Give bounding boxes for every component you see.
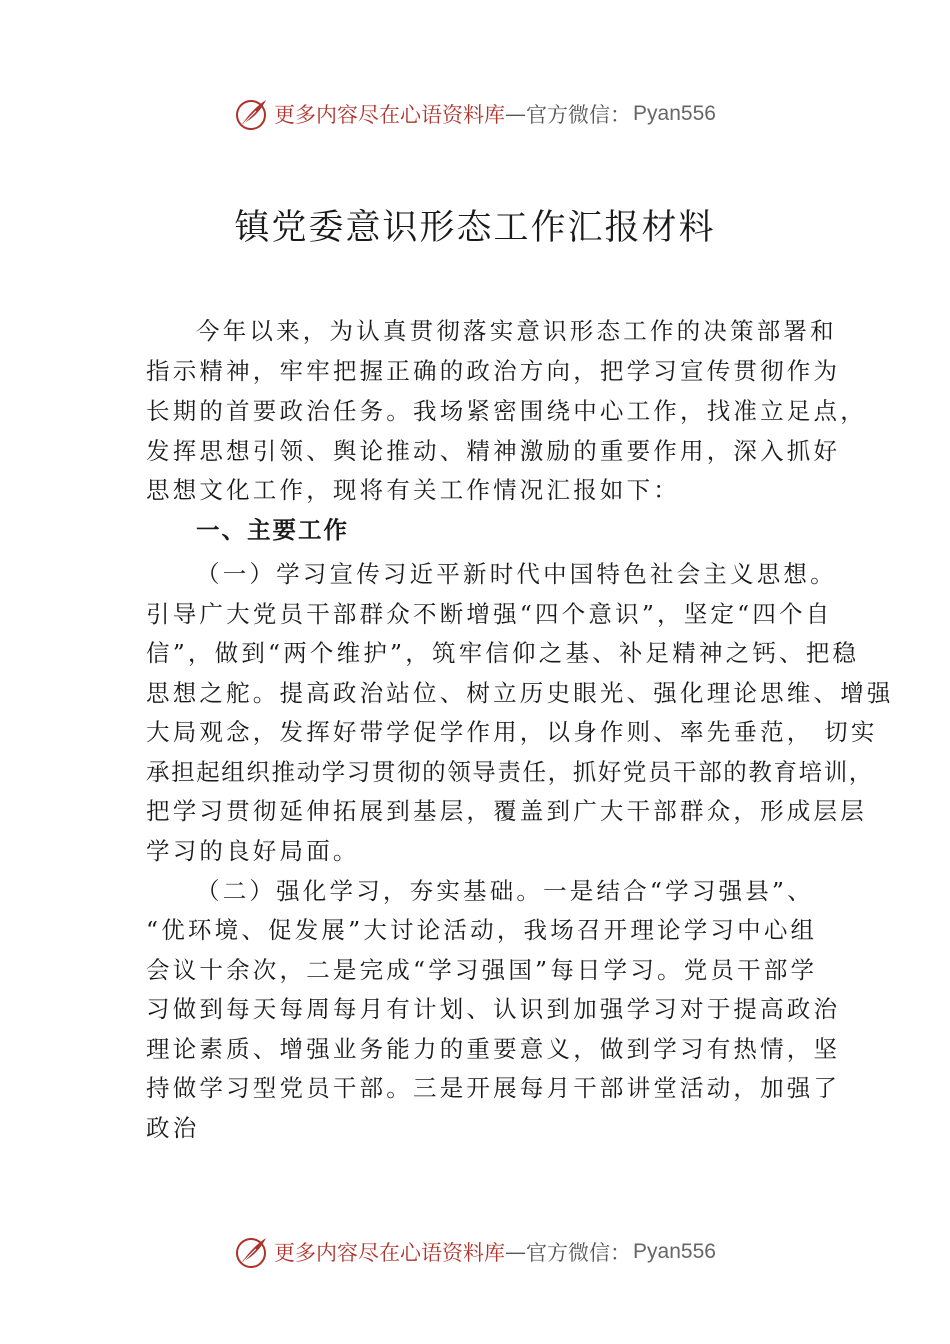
- body-line: 理论素质、增强业务能力的重要意义，做到学习有热情，坚: [146, 1035, 841, 1063]
- watermark-banner-top: [0, 94, 950, 134]
- watermark-site-text: 更多内容尽在心语资料库: [274, 1241, 506, 1265]
- body-line: 政治: [146, 1114, 200, 1142]
- body-line: 大局观念，发挥好带学促学作用，以身作则、率先垂范， 切实: [146, 718, 878, 746]
- body-line: 引导广大党员干部群众不断增强“四个意识”，坚定“四个自: [146, 600, 833, 628]
- body-line: （二）强化学习，夯实基础。一是结合“学习强县”、: [196, 877, 814, 905]
- section-heading: 一、主要工作: [196, 516, 349, 544]
- watermark-site-text: 更多内容尽在心语资料库: [274, 103, 506, 127]
- body-line: 学习的良好局面。: [146, 837, 360, 865]
- watermark-label: 官方微信：: [526, 103, 632, 127]
- body-line: 长期的首要政治任务。我场紧密围绕中心工作，找准立足点，: [146, 397, 867, 425]
- body-line: 承担起组织推动学习贯彻的领导责任，抓好党员干部的教育培训，: [146, 758, 874, 786]
- watermark-banner-bottom: [0, 1232, 950, 1272]
- body-line: 习做到每天每周每月有计划、认识到加强学习对于提高政治: [146, 995, 841, 1023]
- watermark-wechat-id: Pyan556: [633, 102, 716, 125]
- body-line: 信”，做到“两个维护”，筑牢信仰之基、补足精神之钙、把稳: [146, 639, 860, 667]
- body-line: “优环境、促发展”大讨论活动，我场召开理论学习中心组: [146, 916, 818, 944]
- body-line: （一）学习宣传习近平新时代中国特色社会主义思想。: [196, 560, 837, 588]
- body-line: 思想之舵。提高政治站位、树立历史眼光、强化理论思维、增强: [146, 679, 894, 707]
- watermark-wechat-id: Pyan556: [633, 1240, 716, 1263]
- body-line: 思想文化工作，现将有关工作情况汇报如下：: [146, 476, 680, 504]
- body-line: 指示精神，牢牢把握正确的政治方向，把学习宣传贯彻作为: [146, 357, 841, 385]
- body-line: 发挥思想引领、舆论推动、精神激励的重要作用，深入抓好: [146, 437, 841, 465]
- feather-logo-icon: [234, 96, 270, 132]
- body-line: 持做学习型党员干部。三是开展每月干部讲堂活动，加强了: [146, 1074, 841, 1102]
- watermark-dash: —: [505, 1240, 527, 1264]
- body-line: 今年以来，为认真贯彻落实意识形态工作的决策部署和: [196, 317, 837, 345]
- watermark-dash: —: [505, 102, 527, 126]
- body-line: 把学习贯彻延伸拓展到基层，覆盖到广大干部群众，形成层层: [146, 797, 867, 825]
- document-title: 镇党委意识形态工作汇报材料: [234, 208, 716, 248]
- body-line: 会议十余次，二是完成“学习强国”每日学习。党员干部学: [146, 956, 818, 984]
- feather-logo-icon: [234, 1234, 270, 1270]
- watermark-label: 官方微信：: [526, 1241, 632, 1265]
